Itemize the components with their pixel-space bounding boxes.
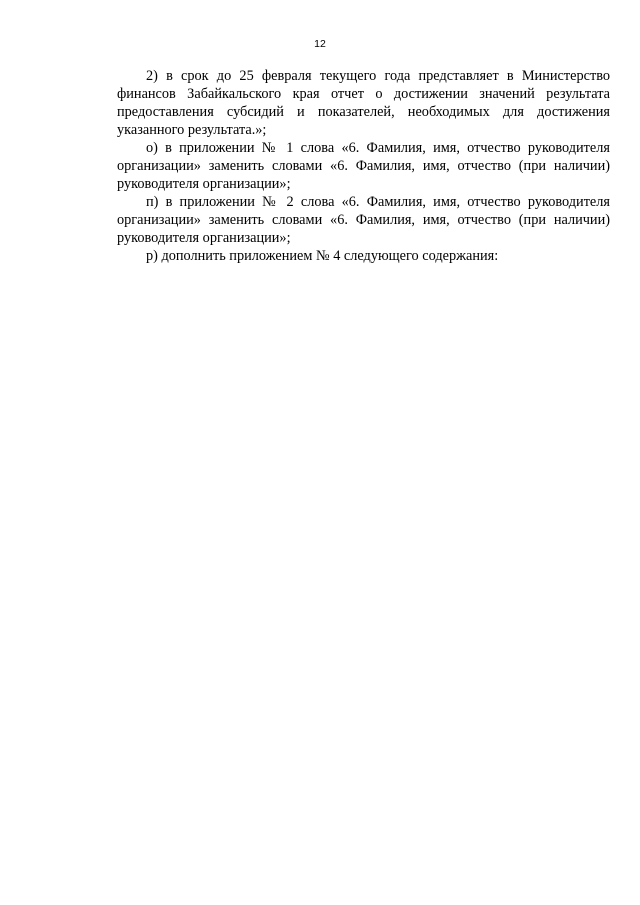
paragraph-appendix-4-addition: р) дополнить приложением № 4 следующего содержания: <box>146 248 499 264</box>
document-body <box>117 67 610 265</box>
page-number: 12 <box>314 38 326 50</box>
paragraph-appendix-2-amendment: п) в приложении № 2 слова «6. Фамилия, имя, отчество руководителя организации» заменить словами «6. Фамилия, имя, отчество (при наличии) руководителя организации»; <box>117 194 610 246</box>
paragraph-reporting-deadline: 2) в срок до 25 февраля текущего года представляет в Министерство финансов Забайкальского края отчет о достижении значений результата предоставления субсидий и показателей, необходимых для достижения указанного результата.»; <box>117 68 610 138</box>
paragraph-appendix-1-amendment: о) в приложении № 1 слова «6. Фамилия, имя, отчество руководителя организации» заменить словами «6. Фамилия, имя, отчество (при наличии) руководителя организации»; <box>117 140 610 192</box>
